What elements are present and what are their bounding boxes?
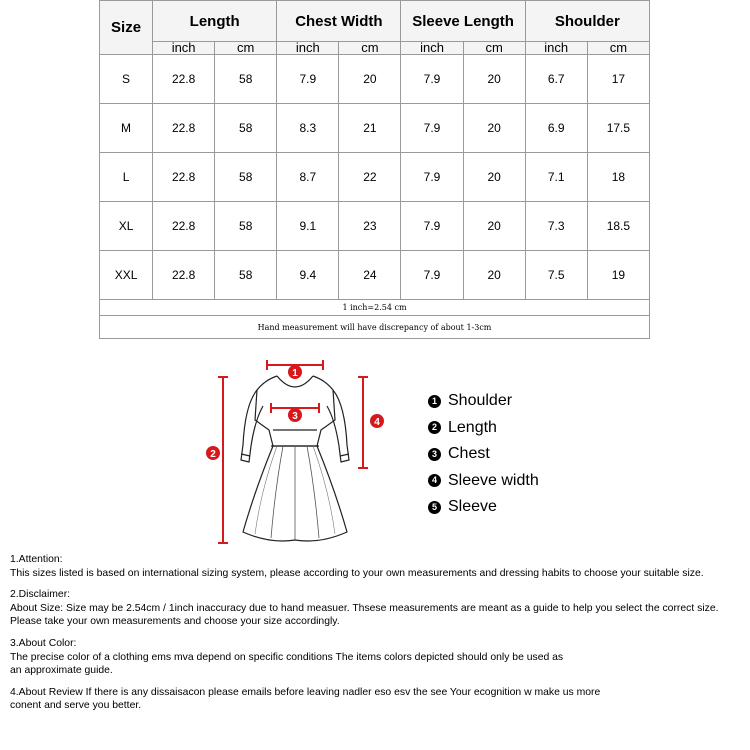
- value-cell: 18.5: [587, 202, 649, 251]
- legend-item-chest: [428, 441, 539, 468]
- value-cell: 9.1: [277, 202, 339, 251]
- value-cell: 19: [587, 251, 649, 300]
- note-disclaimer: [10, 588, 750, 629]
- header-shoulder: Shoulder: [525, 1, 649, 42]
- value-cell: 17.5: [587, 104, 649, 153]
- note-line: Please take your own measurements and choose your size accordingly.: [10, 616, 340, 628]
- legend-label: Sleeve width: [448, 471, 539, 489]
- conversion-note-row: [100, 300, 650, 316]
- legend-item-sleeve-width: [428, 468, 539, 495]
- value-cell: 9.4: [277, 251, 339, 300]
- value-cell: 22.8: [153, 202, 215, 251]
- value-cell: 22: [339, 153, 401, 202]
- value-cell: 20: [463, 202, 525, 251]
- unit-label: cm: [215, 42, 277, 55]
- value-cell: 58: [215, 251, 277, 300]
- size-cell: L: [100, 153, 153, 202]
- legend-number: 2: [428, 421, 441, 434]
- legend-item-sleeve: [428, 494, 539, 521]
- value-cell: 6.9: [525, 104, 587, 153]
- dress-illustration: [241, 376, 349, 541]
- legend-number: 5: [428, 501, 441, 514]
- value-cell: 21: [339, 104, 401, 153]
- value-cell: 20: [463, 104, 525, 153]
- value-cell: 7.9: [401, 251, 463, 300]
- dress-measurement-diagram: [195, 350, 395, 550]
- value-cell: 58: [215, 104, 277, 153]
- note-line: About Size: Size may be 2.54cm / 1inch inaccuracy due to hand measuer. Thsese measurements are meant as a guide to help you select the correct size.: [10, 602, 719, 614]
- unit-label: cm: [339, 42, 401, 55]
- unit-label: inch: [525, 42, 587, 55]
- value-cell: 6.7: [525, 55, 587, 104]
- note-line: The precise color of a clothing ems mva depend on specific conditions The items colors depicted should only be used as: [10, 651, 564, 663]
- unit-label: inch: [401, 42, 463, 55]
- value-cell: 17: [587, 55, 649, 104]
- size-cell: XL: [100, 202, 153, 251]
- size-cell: S: [100, 55, 153, 104]
- marker-2: [206, 446, 220, 460]
- size-chart-table: [99, 0, 650, 339]
- note-title: 2.Disclaimer:: [10, 589, 71, 601]
- header-chest-width: Chest Width: [277, 1, 401, 42]
- note-about-color: [10, 637, 750, 678]
- size-cell: M: [100, 104, 153, 153]
- value-cell: 58: [215, 202, 277, 251]
- svg-text:1: 1: [292, 368, 298, 379]
- unit-label: cm: [463, 42, 525, 55]
- table-row: [100, 202, 650, 251]
- size-cell: XXL: [100, 251, 153, 300]
- conversion-note: 1 inch=2.54 cm: [100, 300, 650, 316]
- note-line: 4.About Review If there is any dissaisacon please emails before leaving nadler eso esv the see Your ecognition w make us more: [10, 686, 601, 698]
- unit-label: cm: [587, 42, 649, 55]
- table-row: [100, 104, 650, 153]
- measurement-legend: [428, 388, 539, 521]
- discrepancy-note-row: [100, 316, 650, 339]
- table-row: [100, 153, 650, 202]
- legend-label: Sleeve: [448, 498, 497, 516]
- legend-item-length: [428, 415, 539, 442]
- value-cell: 23: [339, 202, 401, 251]
- discrepancy-note: Hand measurement will have discrepancy of about 1-3cm: [100, 316, 650, 339]
- value-cell: 7.1: [525, 153, 587, 202]
- value-cell: 22.8: [153, 104, 215, 153]
- value-cell: 22.8: [153, 153, 215, 202]
- table-row: [100, 55, 650, 104]
- value-cell: 58: [215, 55, 277, 104]
- unit-label: inch: [153, 42, 215, 55]
- header-length: Length: [153, 1, 277, 42]
- svg-text:2: 2: [210, 449, 216, 460]
- note-about-review: [10, 686, 750, 713]
- header-sleeve-length: Sleeve Length: [401, 1, 525, 42]
- value-cell: 8.7: [277, 153, 339, 202]
- note-line: an approximate guide.: [10, 665, 113, 677]
- svg-text:4: 4: [374, 417, 380, 428]
- note-title: 3.About Color:: [10, 637, 77, 649]
- table-units-row: [100, 42, 650, 55]
- legend-number: 3: [428, 448, 441, 461]
- legend-number: 4: [428, 474, 441, 487]
- legend-item-shoulder: [428, 388, 539, 415]
- table-header-row: [100, 1, 650, 42]
- marker-1: [288, 365, 302, 379]
- header-size: Size: [100, 1, 153, 55]
- marker-4: [370, 414, 384, 428]
- note-title: 1.Attention:: [10, 554, 63, 565]
- value-cell: 7.9: [277, 55, 339, 104]
- note-attention: [10, 553, 750, 580]
- value-cell: 22.8: [153, 251, 215, 300]
- marker-3: [288, 408, 302, 422]
- value-cell: 7.5: [525, 251, 587, 300]
- legend-label: Shoulder: [448, 392, 513, 410]
- note-line: conent and serve you better.: [10, 700, 142, 712]
- value-cell: 20: [463, 251, 525, 300]
- value-cell: 7.9: [401, 153, 463, 202]
- value-cell: 7.3: [525, 202, 587, 251]
- legend-number: 1: [428, 395, 441, 408]
- value-cell: 24: [339, 251, 401, 300]
- value-cell: 22.8: [153, 55, 215, 104]
- value-cell: 8.3: [277, 104, 339, 153]
- svg-text:3: 3: [292, 411, 298, 422]
- note-line: This sizes listed is based on international sizing system, please according to your own measurements and dressing habits to choose your suitable size.: [10, 567, 704, 579]
- value-cell: 7.9: [401, 55, 463, 104]
- legend-label: Chest: [448, 445, 490, 463]
- size-notes: [10, 553, 750, 721]
- value-cell: 7.9: [401, 104, 463, 153]
- value-cell: 20: [339, 55, 401, 104]
- value-cell: 7.9: [401, 202, 463, 251]
- unit-label: inch: [277, 42, 339, 55]
- value-cell: 58: [215, 153, 277, 202]
- value-cell: 20: [463, 153, 525, 202]
- value-cell: 20: [463, 55, 525, 104]
- table-row: [100, 251, 650, 300]
- value-cell: 18: [587, 153, 649, 202]
- legend-label: Length: [448, 418, 497, 436]
